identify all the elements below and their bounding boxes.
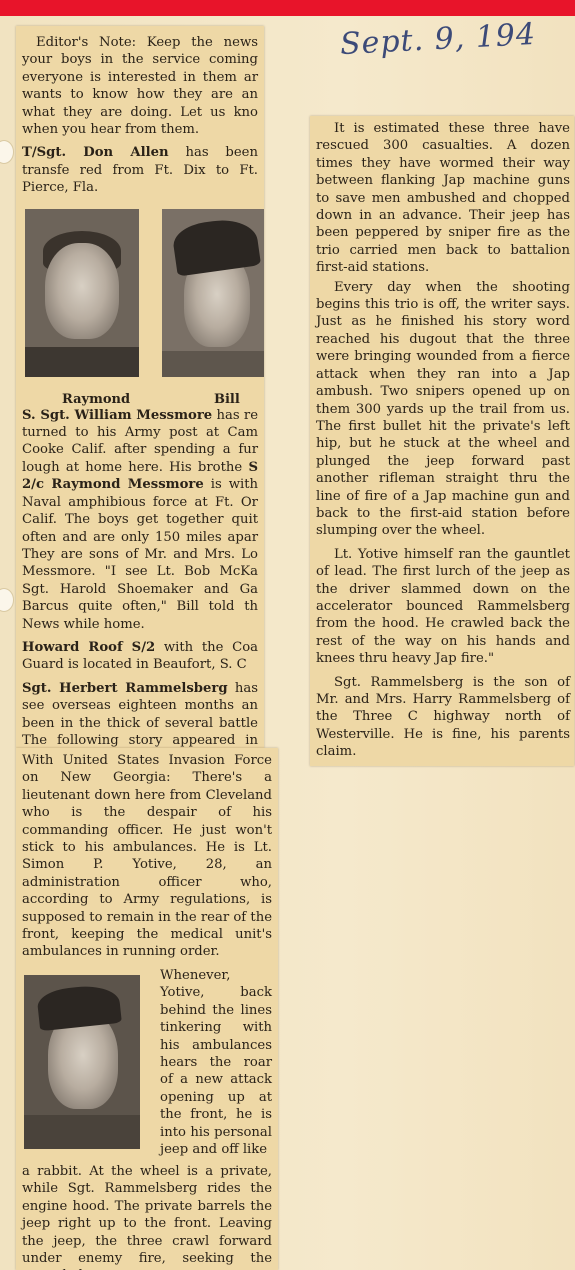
left-clipping-bottom (16, 748, 278, 1270)
photo-row (22, 207, 258, 407)
story-side: Whenever, Yotive, back behind the lines tinkering with his ambulances hears the roar of a new attack opening up at the front, he is into his personal jeep and off like (160, 967, 272, 1157)
rammelsberg-text: has see overseas eighteen months an been in the thick of several battle The following story appeared in (22, 680, 258, 748)
messmore-text: has re turned to his Army post at Cam Cooke Calif. after spending a fur lough at home here. His brothe (22, 407, 258, 475)
photo-raymond (25, 209, 139, 377)
raymond-name: S 2/c Raymond Messmore (22, 459, 258, 493)
rammelsberg-name: Sgt. Herbert Rammelsberg (22, 680, 228, 696)
roof-name: Howard Roof S/2 (22, 639, 156, 655)
red-top-border (0, 0, 575, 16)
left-clipping-top (16, 26, 264, 748)
messmore-name: S. Sgt. William Messmore (22, 407, 213, 423)
handwritten-date: Sept. 9, 194 (339, 16, 537, 63)
roof-text: with the Coa Guard is located in Beaufort, S. C (22, 639, 258, 673)
caption-bill: Bill (214, 391, 240, 407)
messmore-item (22, 407, 258, 633)
allen-text: has been transfe red from Ft. Dix to Ft. Pierce, Fla. (22, 145, 258, 196)
rammelsberg-item (22, 680, 258, 748)
caption-raymond: Raymond (62, 391, 131, 407)
editors-note: Editor's Note: Keep the news your boys in the service coming everyone is interested in them ar wants to know how they are an what they are doing. Let us kno when you hear from them. (22, 35, 258, 138)
right-para-4: Sgt. Rammelsberg is the son of Mr. and Mrs. Harry Rammelsberg of the Three C highway north of Westerville. He is fine, his parents claim. (316, 674, 570, 760)
photo-rammelsberg (24, 975, 140, 1149)
messmore-text-2: is with Naval amphibious force at Ft. Or Calif. The boys get together quit often and are only 150 miles apar They are sons of Mr. and Mrs. Lo Messmore. "I see Lt. Bob McKa Sgt. Harold Shoemaker and Ga Barcus quite often," Bill told th News while home. (22, 477, 258, 632)
right-para-2: Every day when the shooting begins this trio is off, the writer says. Just as he finished his story word reached his dugout that the three were bringing wounded from a fierce attack when they ran into a Jap ambush. Two snipers opened up on them 300 yards up the trail from us. The first bullet hit the private's left hip, but he stuck at the wheel and plunged the jeep forward past another rifleman straight thru the line of fire of a Jap machine gun and back to the first-aid station before slumping over the wheel. (316, 279, 570, 539)
right-para-3: Lt. Yotive himself ran the gauntlet of lead. The first lurch of the jeep as the driver slammed down on the accelerator bounced Rammelsberg from the hood. He crawled back the rest of the way on his hands and knees thru heavy Jap fire." (316, 546, 570, 667)
right-para-1: It is estimated these three have rescued 300 casualties. A dozen times they have wormed their way between flanking Jap machine guns to save men ambushed and chopped down in an advance. Their jeep has been peppered by sniper fire as the trio carried men back to battalion first-aid stations. (316, 121, 570, 276)
allen-name: T/Sgt. Don Allen (22, 145, 169, 161)
right-clipping (310, 116, 574, 766)
story-bottom: a rabbit. At the wheel is a private, while Sgt. Rammelsberg rides the engine hood. The private barrels the jeep right up to the front. Leaving the jeep, the three crawl forward under enemy fire, seeking the (22, 1163, 272, 1266)
photo-bill (162, 209, 264, 377)
story-start: With United States Invasion Force on New Georgia: There's a lieutenant down here from Cleveland who is the despair of his commanding officer. He just won't stick to his ambulances. He is Lt. Simon P. Yotive, 28, an administration officer who, according to Army regulations, is supposed to remain in the rear of the front, keeping the medical unit's ambulances in running order. (22, 753, 272, 960)
allen-item (22, 144, 258, 196)
story-photo-block (22, 967, 272, 1163)
roof-item (22, 639, 258, 674)
